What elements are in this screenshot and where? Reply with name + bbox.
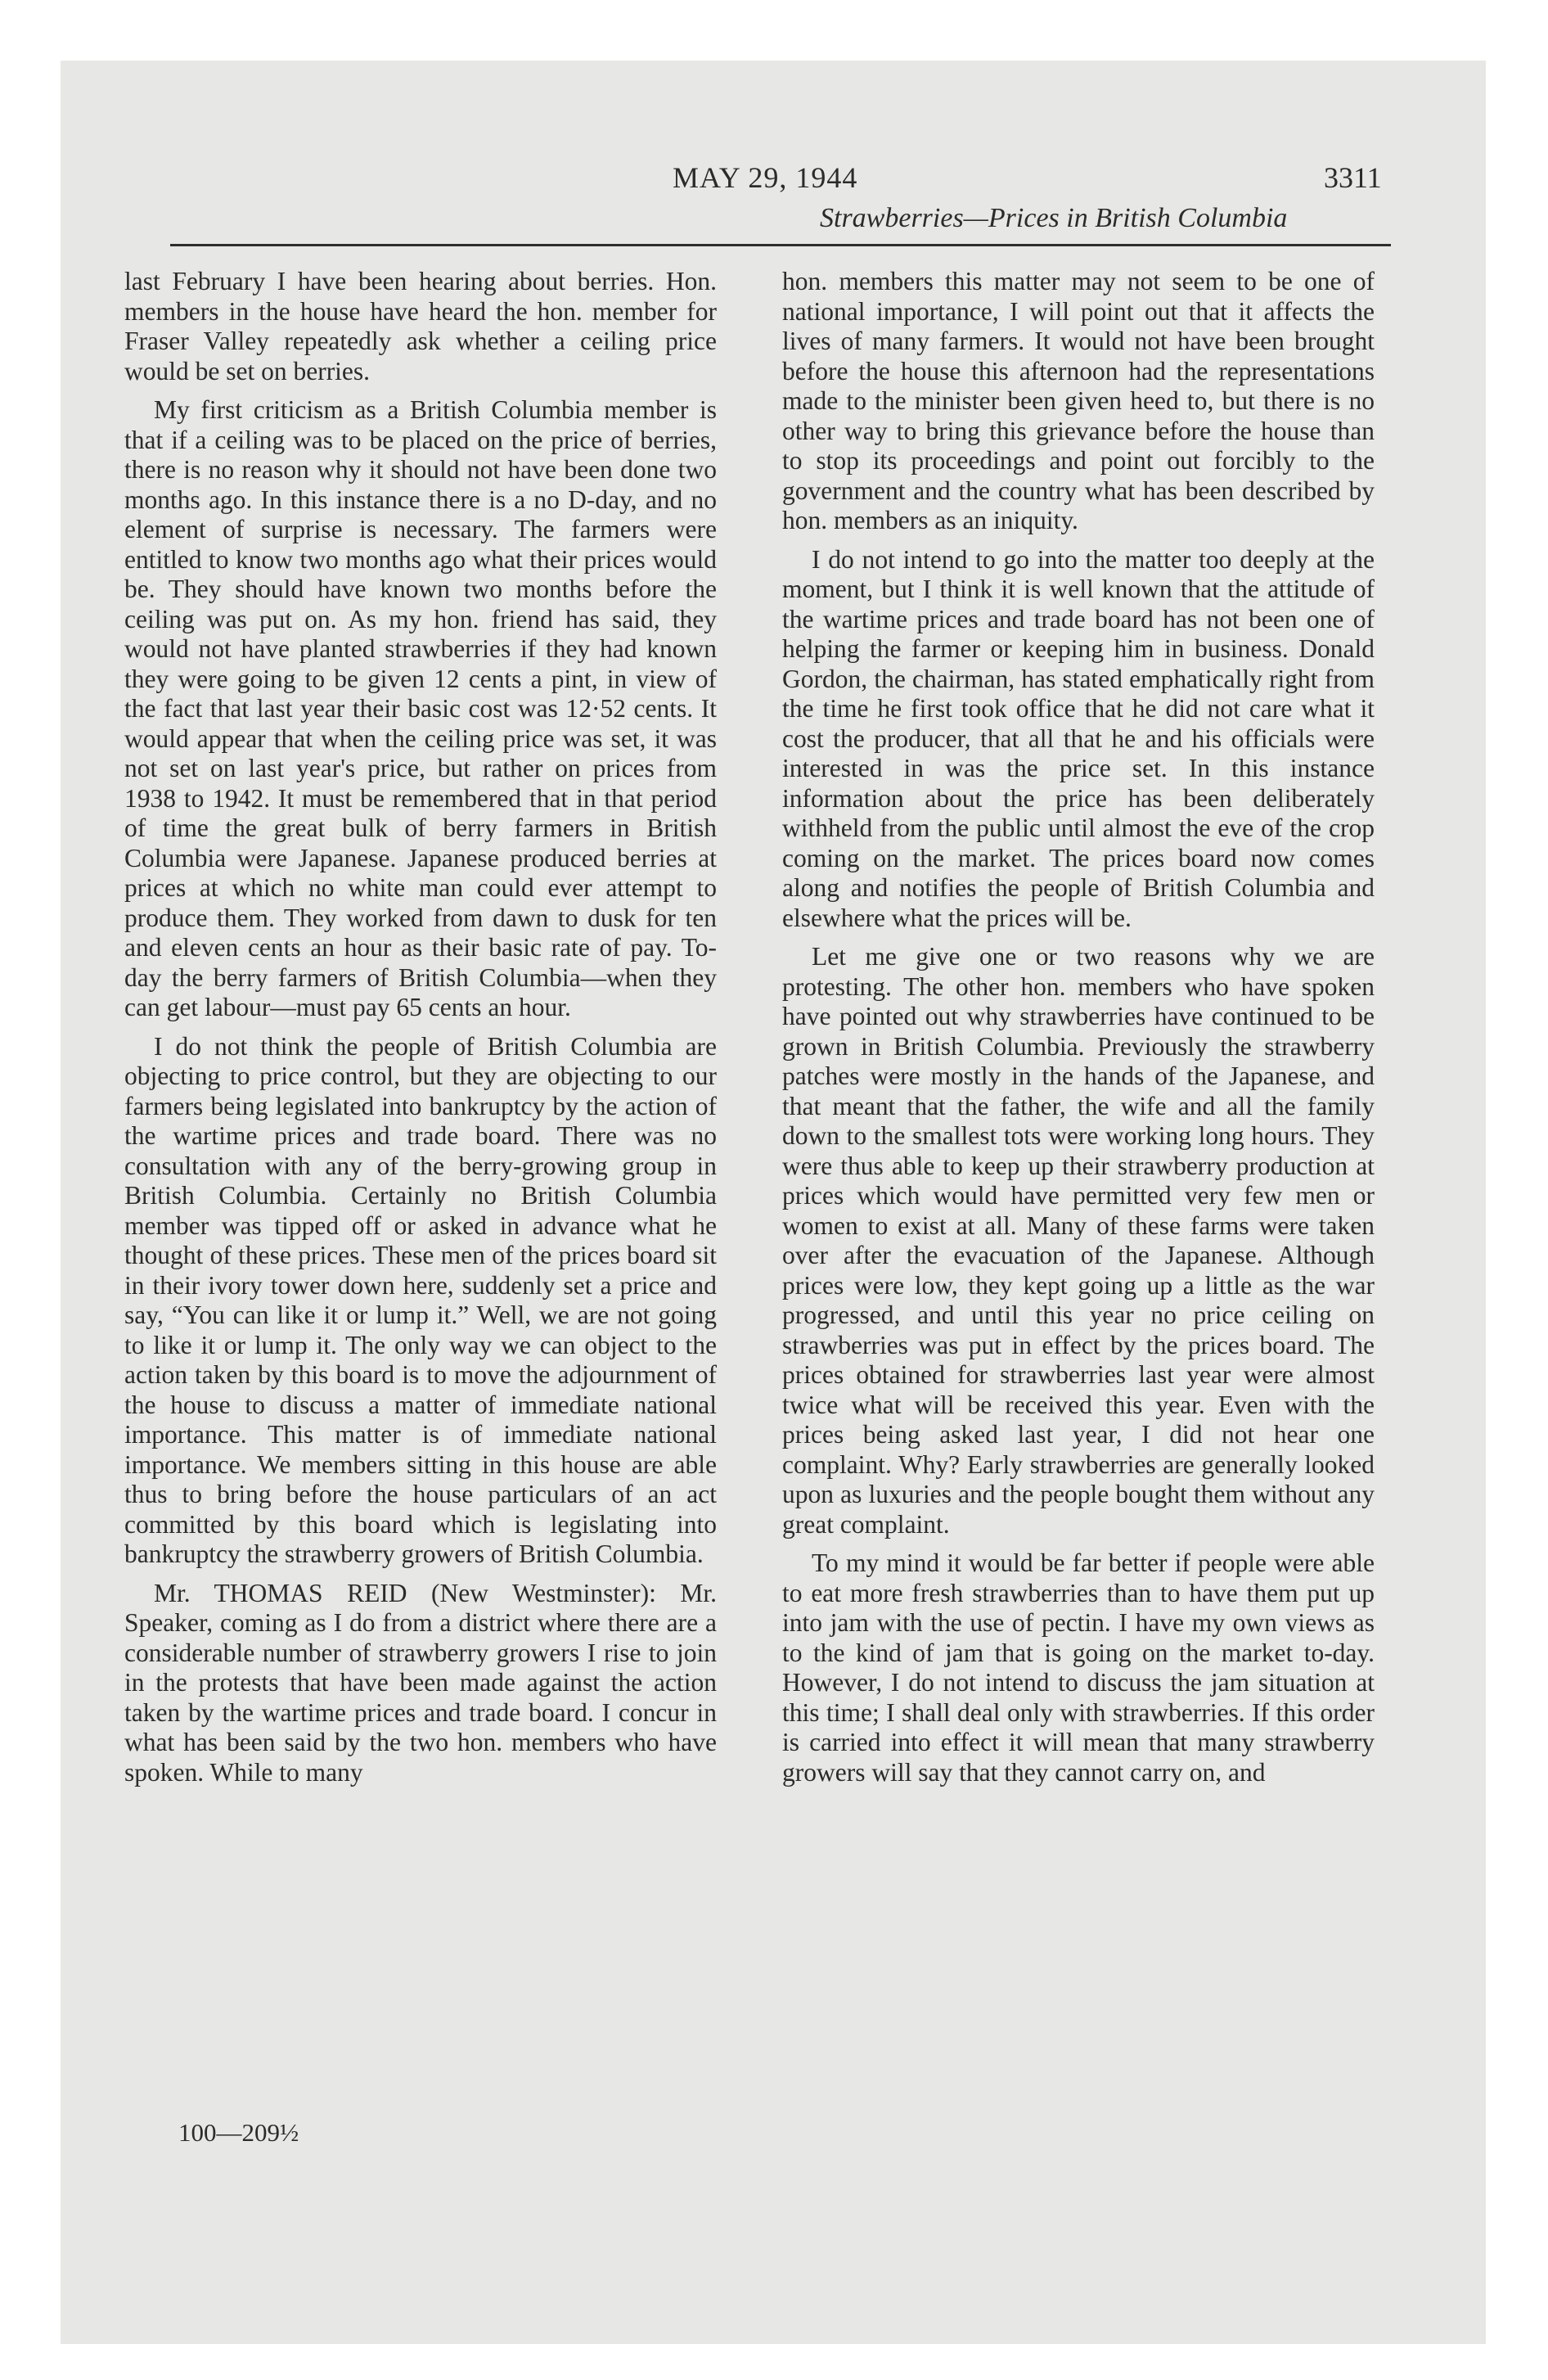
paragraph-speaker: Mr. THOMAS REID (New Westminster): Mr. Speaker, coming as I do from a district where there are a considerable number of strawberry growers I rise to join in the protests that have been made against the action taken by the wartime prices and trade board. I concur in what has been said by the two hon. members who have spoken. While to many <box>124 1578 717 1787</box>
paragraph: I do not intend to go into the matter too deeply at the moment, but I think it is well known that the attitude of the wartime prices and trade board has not been one of helping the farmer or keeping him in business. Donald Gordon, the chairman, has stated emphatically right from the time he first took office that he did not care what it cost the producer, that all that he and his officials were interested in was the price set. In this instance information about the price has been deliberately withheld from the public until almost the eve of the crop coming on the market. The prices board now comes along and notifies the people of British Columbia and elsewhere what the prices will be. <box>782 544 1375 932</box>
running-subtitle: Strawberries—Prices in British Columbia <box>820 203 1288 233</box>
paragraph: I do not think the people of British Columbia are objecting to price control, but they are objecting to our farmers being legislated into bankruptcy by the action of the wartime prices and trade board. There was no consultation with any of the berry-growing group in British Columbia. Certainly no British Columbia member was tipped off or asked in advance what he thought of these prices. These men of the prices board sit in their ivory tower down here, suddenly set a price and say, “You can like it or lump it.” Well, we are not going to like it or lump it. The only way we can object to the action taken by this board is to move the adjournment of the house to discuss a matter of immediate national importance. This matter is of immediate national importance. We members sitting in this house are able thus to bring before the house particulars of an act committed by this board which is legislating into bankruptcy the strawberry growers of British Columbia. <box>124 1031 717 1568</box>
paragraph: last February I have been hearing about berries. Hon. members in the house have heard the hon. member for Fraser Valley repeatedly ask whether a ceiling price would be set on berries. <box>124 267 717 385</box>
printer-signature: 100—209½ <box>178 2118 299 2147</box>
header-date: MAY 29, 1944 <box>673 161 858 194</box>
paragraph: My first criticism as a British Columbia member is that if a ceiling was to be placed on the price of berries, there is no reason why it should not have been done two months ago. In this instance there is a no D-day, and no element of surprise is necessary. The farmers were entitled to know two months ago what their prices would be. They should have known two months before the ceiling was put on. As my hon. friend has said, they would not have planted strawberries if they had known they were going to be given 12 cents a pint, in view of the fact that last year their basic cost was 12·52 cents. It would appear that when the ceiling price was set, it was not set on last year's price, but rather on prices from 1938 to 1942. It must be remembered that in that period of time the great bulk of berry farmers in British Columbia were Japanese. Japanese produced berries at prices at which no white man could ever attempt to produce them. They worked from dawn to dusk for ten and eleven cents an hour as their basic rate of pay. To-day the berry farmers of British Columbia—when they can get labour—must pay 65 cents an hour. <box>124 395 717 1021</box>
header-rule <box>170 244 1391 246</box>
paragraph: To my mind it would be far better if people were able to eat more fresh strawberries than to have them put up into jam with the use of pectin. I have my own views as to the kind of jam that is going on the market to-day. However, I do not intend to discuss the jam situation at this time; I shall deal only with strawberries. If this order is carried into effect it will mean that many strawberry growers will say that they cannot carry on, and <box>782 1548 1375 1787</box>
paragraph: Let me give one or two reasons why we are protesting. The other hon. members who have spoken have pointed out why strawberries have continued to be grown in British Columbia. Previously the strawberry patches were mostly in the hands of the Japanese, and that meant that the father, the wife and all the family down to the smallest tots were working long hours. They were thus able to keep up their strawberry production at prices which would have permitted very few men or women to exist at all. Many of these farms were taken over after the evacuation of the Japanese. Although prices were low, they kept going up a little as the war progressed, and until this year no price ceiling on strawberries was put in effect by the prices board. The prices obtained for strawberries last year were almost twice what will be received this year. Even with the prices being asked last year, I did not hear one complaint. Why? Early strawberries are generally looked upon as luxuries and the people bought them without any great complaint. <box>782 942 1375 1539</box>
page-number: 3311 <box>1324 161 1382 194</box>
paragraph: hon. members this matter may not seem to be one of national importance, I will point out that it affects the lives of many farmers. It would not have been brought before the house this afternoon had the representations made to the minister been given heed to, but there is no other way to bring this grievance before the house than to stop its proceedings and point out forcibly to the government and the country what has been described by hon. members as an iniquity. <box>782 267 1375 534</box>
right-column <box>782 267 1375 1796</box>
left-column <box>124 267 717 1796</box>
